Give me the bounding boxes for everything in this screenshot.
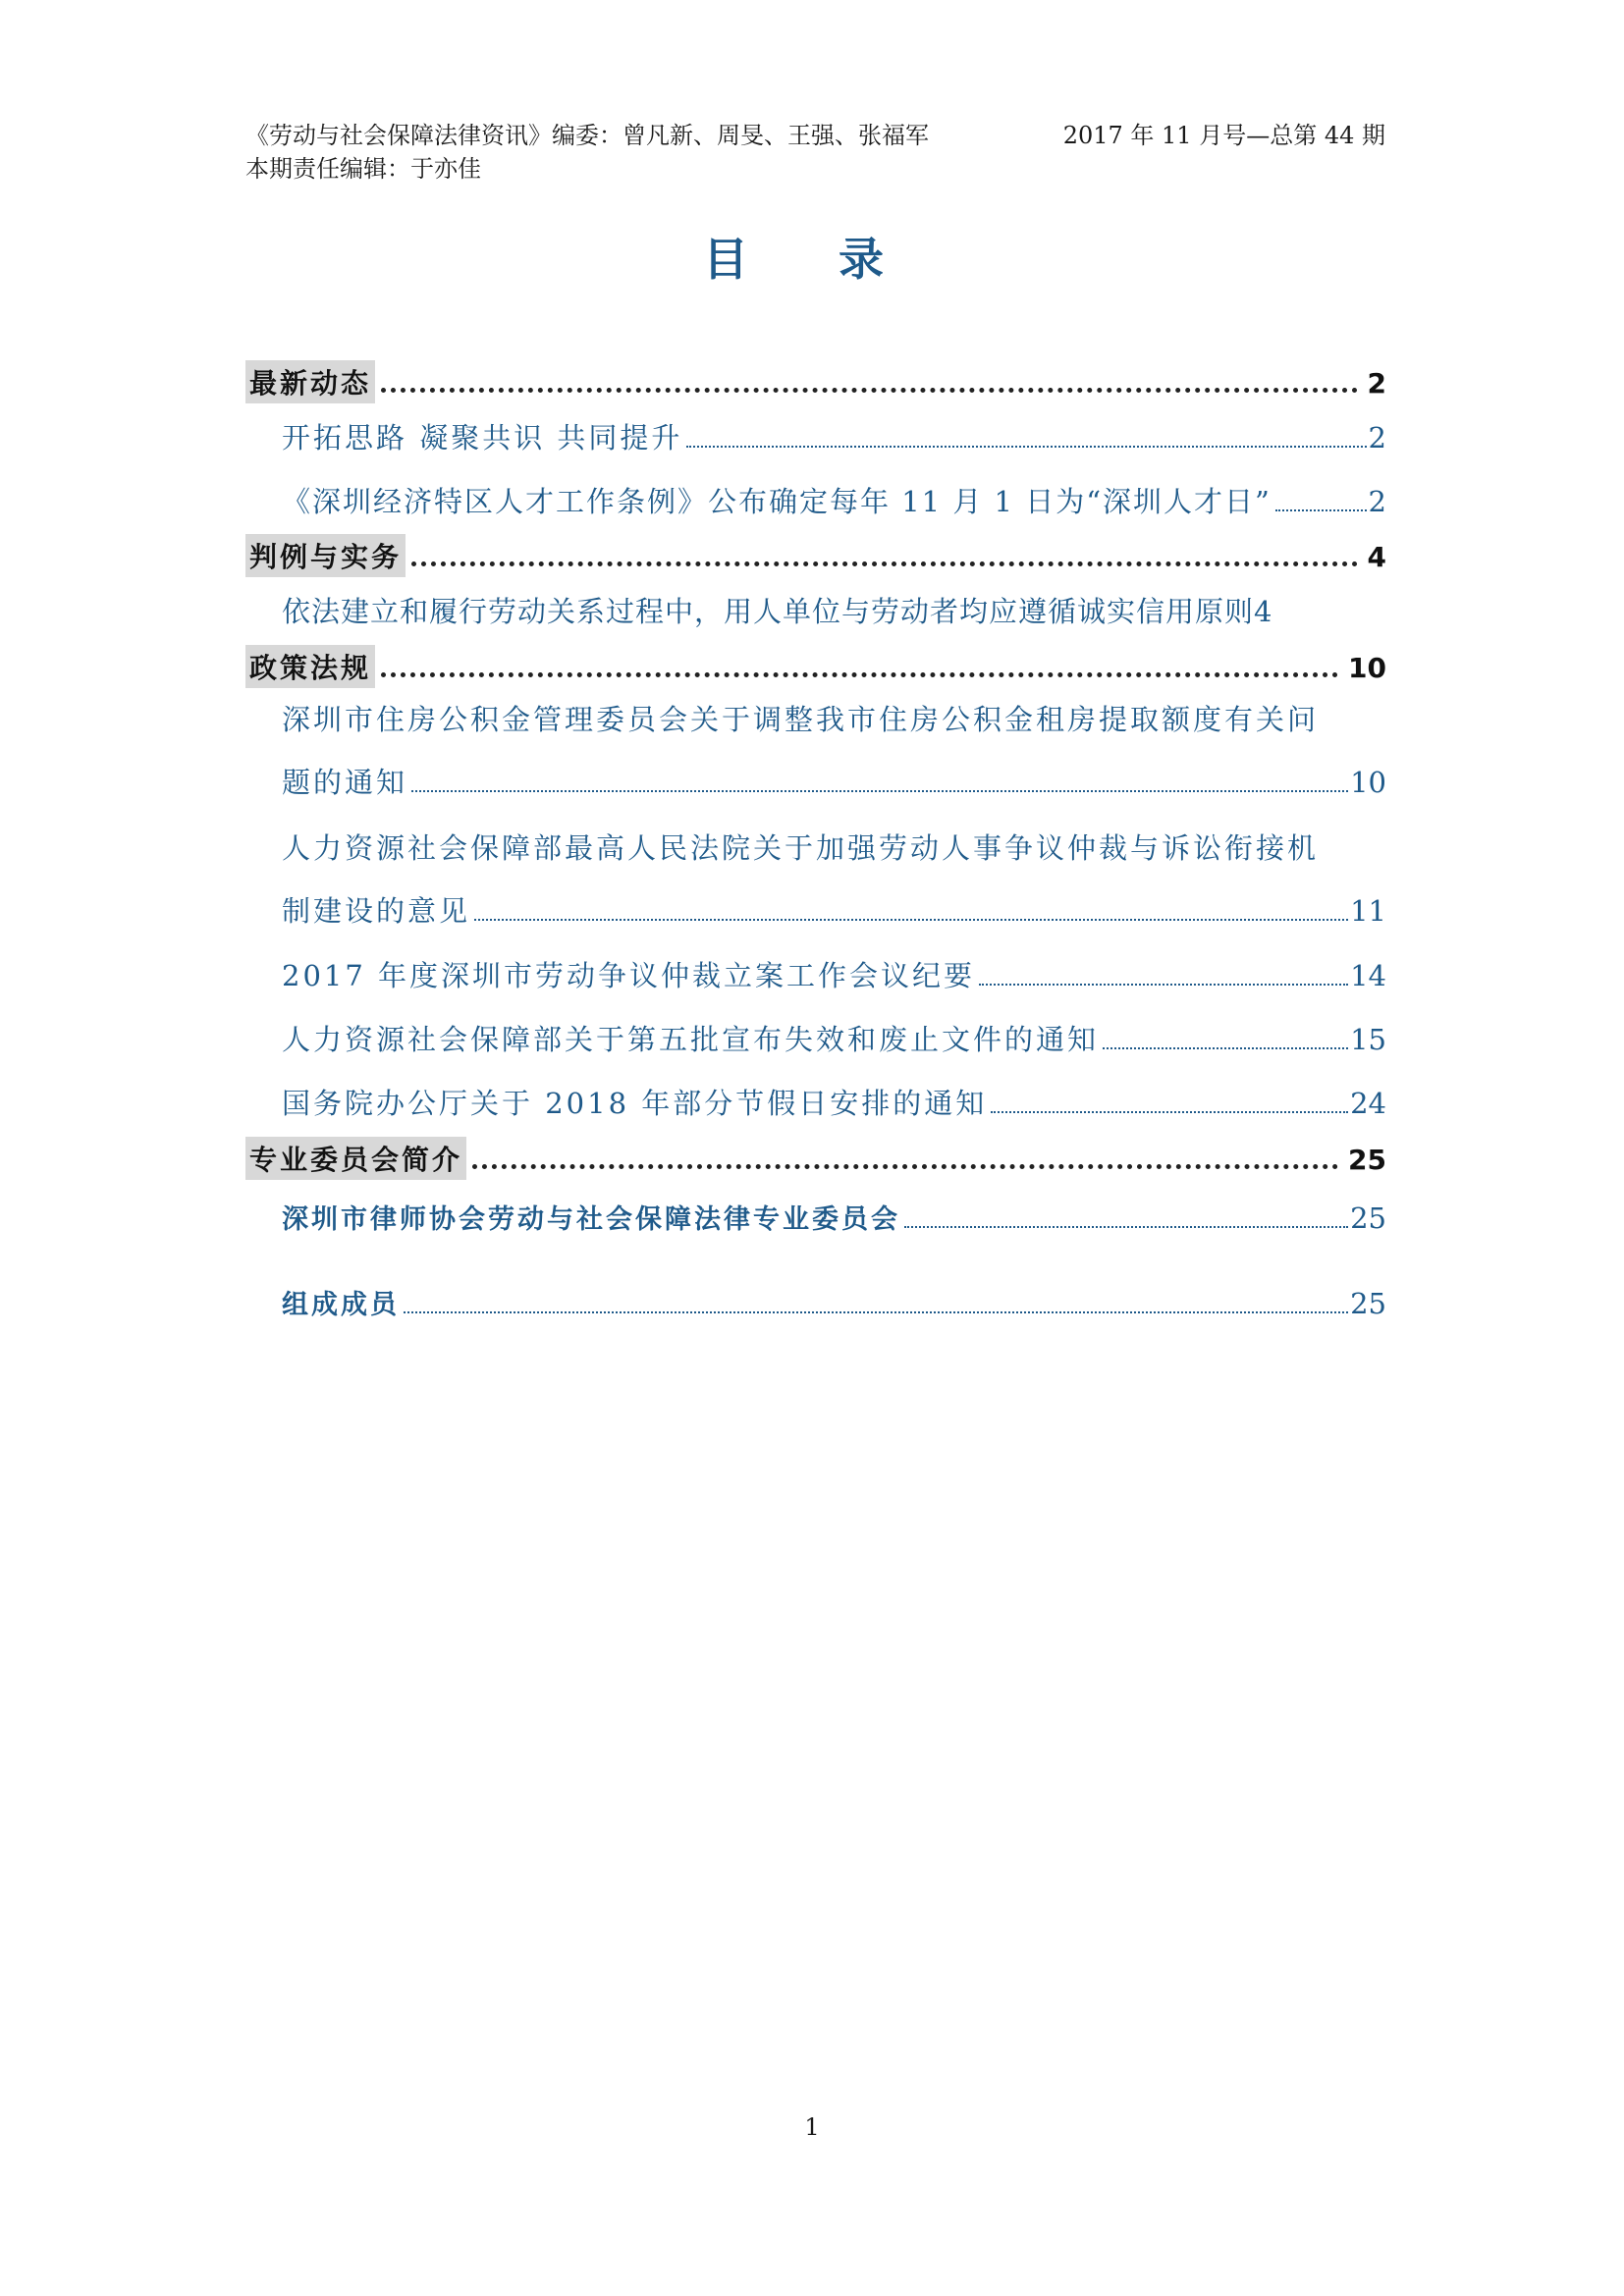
dot-leader	[381, 672, 1338, 677]
toc-entry-label: 深圳市律师协会劳动与社会保障法律专业委员会	[282, 1204, 900, 1235]
toc-section-committee-intro[interactable]	[245, 1137, 1386, 1180]
toc-section-label: 政策法规	[245, 645, 375, 688]
toc-section-label: 专业委员会简介	[245, 1137, 466, 1180]
toc-section-cases-practice[interactable]	[245, 534, 1386, 577]
toc-page-number: 24	[1350, 1087, 1386, 1120]
toc-page-number: 11	[1350, 894, 1386, 928]
toc-page-number: 10	[1350, 766, 1386, 799]
toc-entry-label: 《深圳经济特区人才工作条例》公布确定每年 11 月 1 日为“深圳人才日”	[282, 485, 1272, 518]
toc-entry-label: 2017 年度深圳市劳动争议仲裁立案工作会议纪要	[282, 959, 976, 992]
toc-page-number: 10	[1348, 652, 1386, 684]
toc-entry[interactable]	[245, 954, 1386, 994]
dot-leader	[474, 919, 1348, 921]
toc-section-policies-regulations[interactable]	[245, 645, 1386, 688]
toc-entry-line1[interactable]: 深圳市住房公积金管理委员会关于调整我市住房公积金租房提取额度有关问	[282, 703, 1320, 736]
dot-leader	[1275, 509, 1367, 511]
dot-leader	[1103, 1047, 1348, 1049]
dot-leader	[404, 1311, 1348, 1313]
toc-entry-line1[interactable]: 人力资源社会保障部最高人民法院关于加强劳动人事争议仲裁与诉讼衔接机	[282, 831, 1320, 865]
toc-page-number: 4	[1254, 595, 1272, 628]
journal-editorial-board: 《劳动与社会保障法律资讯》编委：曾凡新、周旻、王强、张福军	[245, 122, 929, 149]
dot-leader	[991, 1111, 1348, 1113]
toc-entry[interactable]	[245, 1283, 1386, 1321]
toc-page-number: 25	[1348, 1144, 1386, 1176]
toc-entry-label: 组成成员	[282, 1290, 400, 1320]
responsible-editor: 本期责任编辑：于亦佳	[245, 155, 481, 183]
toc-entry-label: 制建设的意见	[282, 894, 471, 928]
toc-section-latest-news[interactable]	[245, 360, 1386, 403]
page-number: 1	[804, 2113, 820, 2141]
toc-entry-label: 人力资源社会保障部关于第五批宣布失效和废止文件的通知	[282, 1023, 1100, 1056]
toc-entry[interactable]	[245, 761, 1386, 801]
toc-entry-label: 依法建立和履行劳动关系过程中，用人单位与劳动者均应遵循诚实信用原则	[282, 595, 1255, 628]
toc-entry-label: 题的通知	[282, 766, 408, 799]
toc-entry[interactable]	[245, 590, 1386, 630]
toc-entry-label: 开拓思路 凝聚共识 共同提升	[282, 421, 683, 454]
toc-entry[interactable]	[245, 480, 1386, 520]
issue-info: 2017 年 11 月号—总第 44 期	[1062, 122, 1385, 149]
toc-title: 目 录	[702, 233, 921, 286]
dot-leader	[411, 790, 1348, 792]
dot-leader	[979, 984, 1348, 986]
toc-page-number: 2	[1367, 367, 1386, 400]
toc-page-number: 15	[1350, 1023, 1386, 1056]
dot-leader	[686, 446, 1366, 448]
toc-entry-label: 国务院办公厅关于 2018 年部分节假日安排的通知	[282, 1087, 988, 1120]
toc-section-label: 判例与实务	[245, 534, 406, 577]
toc-page-number: 2	[1368, 421, 1386, 454]
toc-entry[interactable]	[245, 1198, 1386, 1236]
toc-entry[interactable]	[245, 1082, 1386, 1122]
toc-entry[interactable]	[245, 416, 1386, 456]
toc-page-number: 4	[1367, 541, 1386, 573]
toc-page-number: 14	[1350, 959, 1386, 992]
toc-page-number: 25	[1350, 1201, 1386, 1235]
toc-entry[interactable]	[245, 1018, 1386, 1058]
dot-leader	[381, 388, 1358, 393]
dot-leader	[904, 1226, 1348, 1228]
toc-page-number: 2	[1368, 485, 1386, 518]
dot-leader	[472, 1164, 1338, 1169]
toc-page-number: 25	[1350, 1287, 1386, 1320]
dot-leader	[411, 561, 1358, 566]
toc-entry[interactable]	[245, 889, 1386, 930]
toc-section-label: 最新动态	[245, 360, 375, 403]
